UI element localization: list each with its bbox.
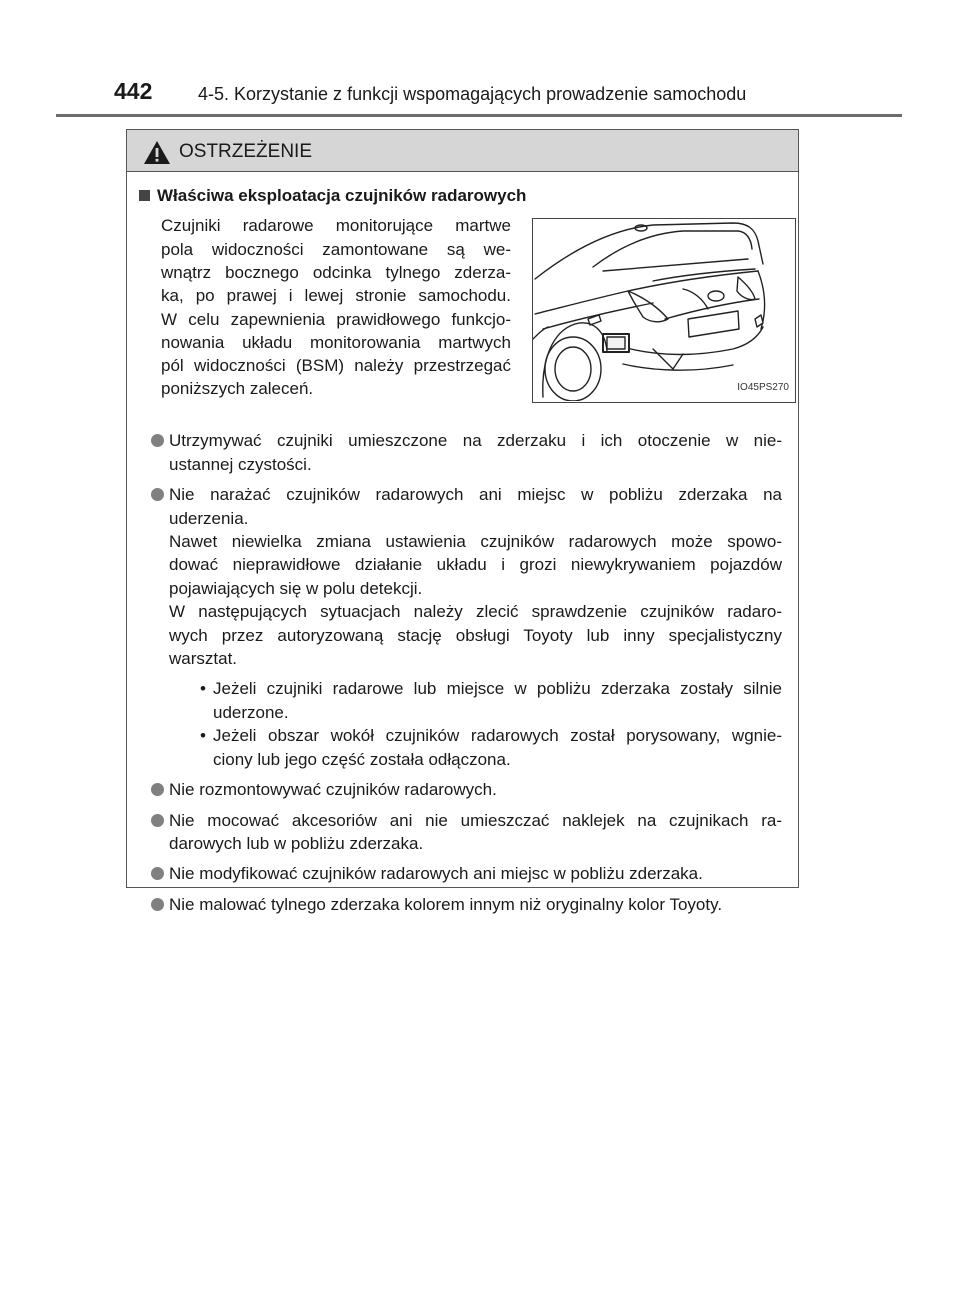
round-bullet-icon [151, 898, 164, 911]
intro-line: W celu zapewnienia prawidłowego funkcjo- [161, 309, 511, 329]
bullet-line: Utrzymywać czujniki umieszczone na zderzaku i ich otoczenie w nie- [169, 431, 782, 451]
warning-triangle-icon [143, 140, 171, 165]
warning-header [127, 130, 798, 172]
car-rear-illustration [533, 219, 794, 401]
bullet-item [139, 429, 782, 476]
sub-bullet-list [169, 677, 782, 771]
rear-bumper-figure [532, 218, 796, 403]
bullet-line: uderzenia. [169, 508, 249, 528]
header-divider [56, 114, 902, 117]
section-title: 4-5. Korzystanie z funkcji wspomagających prowadzenie samochodu [198, 84, 747, 104]
intro-line: nowania układu monitorowania martwych [161, 332, 511, 352]
sub-bullet-line: Jeżeli obszar wokół czujników radarowych został porysowany, wgnie- [213, 726, 782, 746]
bullet-line: Nie rozmontowywać czujników radarowych. [169, 780, 497, 800]
intro-line: poniższych zaleceń. [161, 379, 314, 399]
square-bullet-icon [139, 190, 150, 201]
bullet-line: Nie malować tylnego zderzaka kolorem innym niż oryginalny kolor Toyoty. [169, 894, 723, 914]
intro-line: pól widoczności (BSM) należy przestrzegać [161, 356, 511, 376]
bullet-line: W następujących sytuacjach należy zlecić sprawdzenie czujników radaro- [169, 602, 782, 622]
bullet-item [139, 483, 782, 771]
bullet-list [139, 429, 782, 916]
round-bullet-icon [151, 814, 164, 827]
intro-paragraph [161, 214, 511, 400]
bullet-line: wych przez autoryzowaną stację obsługi Toyoty lub inny specjalistyczny [169, 625, 782, 645]
round-bullet-icon [151, 434, 164, 447]
page-number: 442 [114, 78, 153, 104]
intro-section [139, 214, 789, 422]
sub-bullet-line: ciony lub jego część została odłączona. [213, 749, 511, 769]
bullet-item [139, 809, 782, 856]
intro-line: pola widoczności zamontowane są we- [161, 239, 511, 259]
sub-bullet-mark: • [200, 679, 206, 699]
bullet-line: Nie mocować akcesoriów ani nie umieszczać naklejek na czujnikach ra- [169, 810, 782, 830]
bullet-item [139, 893, 782, 916]
warning-title: OSTRZEŻENIE [179, 140, 313, 162]
bullet-line: darowych lub w pobliżu zderzaka. [169, 833, 424, 853]
bullet-line: Nie modyfikować czujników radarowych ani miejsc w pobliżu zderzaka. [169, 864, 703, 884]
sub-bullet-item [169, 677, 782, 724]
bullet-line: warsztat. [169, 649, 238, 669]
bullet-line: ustannej czystości. [169, 454, 312, 474]
round-bullet-icon [151, 488, 164, 501]
bullet-line: pojawiających się w polu detekcji. [169, 578, 423, 598]
sub-bullet-line: uderzone. [213, 702, 289, 722]
bullet-line: Nie narażać czujników radarowych ani miejsc w pobliżu zderzaka na [169, 485, 782, 505]
bullet-line: Nawet niewielka zmiana ustawienia czujników radarowych może spowo- [169, 532, 782, 552]
sub-bullet-mark: • [200, 726, 206, 746]
bullet-item [139, 862, 782, 885]
warning-body [127, 172, 798, 916]
subheading-text: Właściwa eksploatacja czujników radarowych [157, 186, 527, 205]
round-bullet-icon [151, 783, 164, 796]
subheading [139, 184, 782, 207]
round-bullet-icon [151, 867, 164, 880]
figure-code: IO45PS270 [737, 382, 789, 393]
bullet-line: dować nieprawidłowe działanie układu i grozi niewykrywaniem pojazdów [169, 555, 782, 575]
intro-line: Czujniki radarowe monitorujące martwe [161, 216, 511, 236]
sub-bullet-item [169, 724, 782, 771]
intro-line: wnątrz bocznego odcinka tylnego zderza- [161, 263, 511, 282]
bullet-item [139, 778, 782, 801]
intro-line: ka, po prawej i lewej stronie samochodu. [161, 286, 511, 306]
warning-box [126, 129, 799, 914]
sub-bullet-line: Jeżeli czujniki radarowe lub miejsce w pobliżu zderzaka zostały silnie [213, 679, 782, 699]
